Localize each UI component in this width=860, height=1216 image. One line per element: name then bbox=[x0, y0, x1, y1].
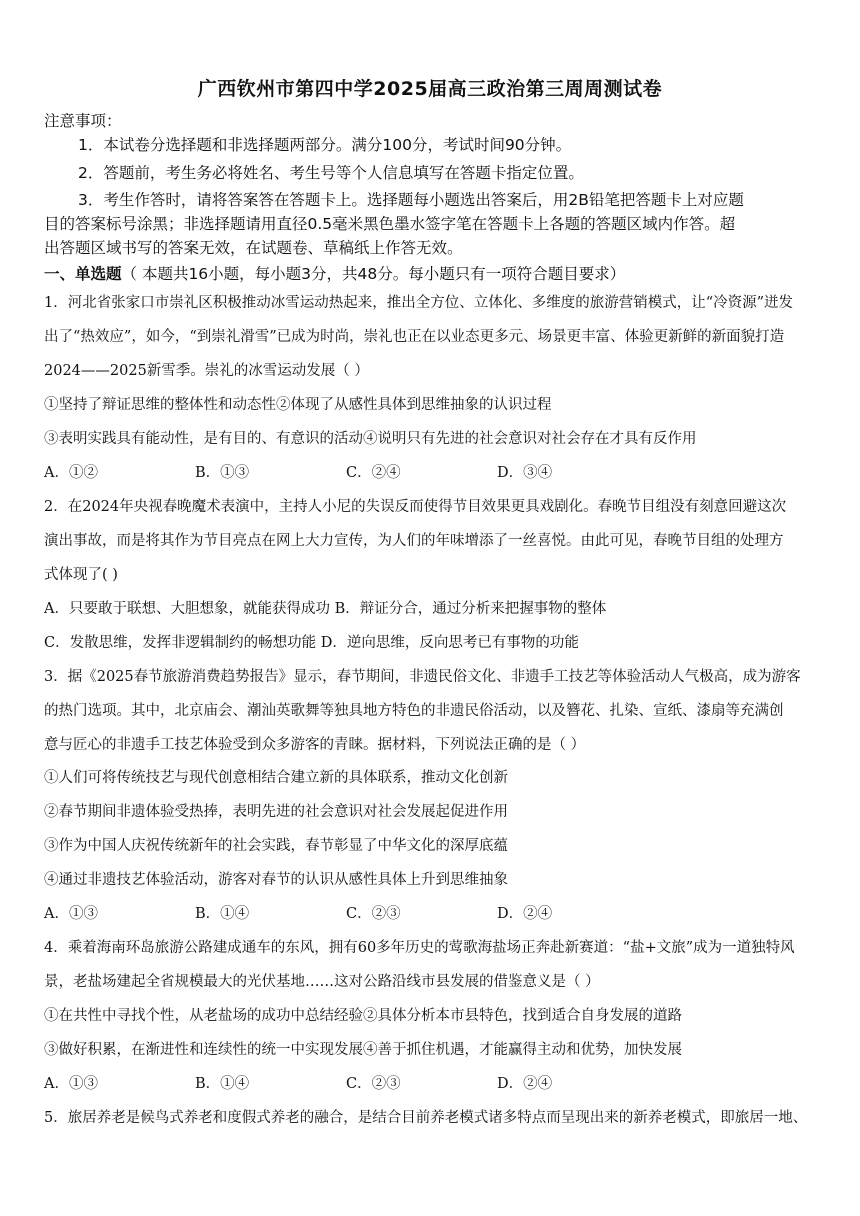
notice-item-1: 1．本试卷分选择题和非选择题两部分。满分100分，考试时间90分钟。 bbox=[78, 136, 572, 154]
q3-stem-line-3: 意与匠心的非遗手工技艺体验受到众多游客的青睐。据材料，下列说法正确的是（ ） bbox=[44, 737, 586, 753]
q4-option-b: B．①④ bbox=[195, 1076, 250, 1092]
q1-stem-line-1: 1．河北省张家口市崇礼区积极推动冰雪运动热起来，推出全方位、立体化、多维度的旅游营销模式，让“冷资源”迸发 bbox=[44, 295, 794, 311]
q3-stem-line-2: 的热门选项。其中，北京庙会、潮汕英歌舞等独具地方特色的非遗民俗活动，以及簪花、扎染、宣纸、漆扇等充满创 bbox=[44, 703, 784, 719]
section-heading bbox=[44, 262, 625, 284]
section-label: 一、单选题 bbox=[44, 265, 122, 283]
q3-stem-line-1: 3．据《2025春节旅游消费趋势报告》显示，春节期间，非遗民俗文化、非遗手工技艺等体验活动人气极高，成为游客 bbox=[44, 669, 801, 685]
q1-statements-1: ①坚持了辩证思维的整体性和动态性②体现了从感性具体到思维抽象的认识过程 bbox=[44, 397, 552, 413]
q3-options bbox=[44, 902, 648, 923]
q2-options-2: C．发散思维，发挥非逻辑制约的畅想功能 D．逆向思维，反向思考已有事物的功能 bbox=[44, 635, 579, 651]
q4-stem-line-1: 4．乘着海南环岛旅游公路建成通车的东风，拥有60多年历史的莺歌海盐场正奔赴新赛道：“盐+文旅”成为一道独特风 bbox=[44, 940, 795, 956]
notice-item-3-cont2: 出答题区域书写的答案无效，在试题卷、草稿纸上作答无效。 bbox=[44, 239, 463, 257]
q4-statements-2: ③做好积累，在渐进性和连续性的统一中实现发展④善于抓住机遇，才能赢得主动和优势，加快发展 bbox=[44, 1042, 682, 1058]
q4-option-a: A．①③ bbox=[44, 1076, 98, 1092]
q3-statement-3: ③作为中国人庆祝传统新年的社会实践，春节彰显了中华文化的深厚底蕴 bbox=[44, 838, 508, 854]
q4-statements-1: ①在共性中寻找个性，从老盐场的成功中总结经验②具体分析本市县特色，找到适合自身发展的道路 bbox=[44, 1008, 682, 1024]
notice-item-3: 3．考生作答时，请将答案答在答题卡上。选择题每小题选出答案后，用2B铅笔把答题卡上对应题 bbox=[78, 191, 744, 209]
q1-statements-2: ③表明实践具有能动性，是有目的、有意识的活动④说明只有先进的社会意识对社会存在才具有反作用 bbox=[44, 431, 697, 447]
q1-stem-line-3: 2024——2025新雪季。崇礼的冰雪运动发展（ ） bbox=[44, 363, 369, 379]
q4-stem-line-2: 景，老盐场建起全省规模最大的光伏基地……这对公路沿线市县发展的借鉴意义是（ ） bbox=[44, 974, 600, 990]
q1-option-a: A．①② bbox=[44, 465, 98, 481]
q3-statement-1: ①人们可将传统技艺与现代创意相结合建立新的具体联系，推动文化创新 bbox=[44, 770, 508, 786]
q1-option-c: C．②④ bbox=[346, 465, 401, 481]
section-desc: （ 本题共16小题，每小题3分，共48分。每小题只有一项符合题目要求） bbox=[121, 265, 626, 283]
notice-item-2: 2．答题前，考生务必将姓名、考生号等个人信息填写在答题卡指定位置。 bbox=[78, 164, 584, 182]
q1-option-b: B．①③ bbox=[195, 465, 250, 481]
q3-option-d: D．②④ bbox=[497, 906, 553, 922]
q1-options bbox=[44, 461, 648, 482]
notice-heading: 注意事项： bbox=[44, 112, 122, 130]
q5-stem-line-1: 5．旅居养老是候鸟式养老和度假式养老的融合，是结合目前养老模式诸多特点而呈现出来的新养老模式，即旅居一地、 bbox=[44, 1110, 808, 1126]
q4-options bbox=[44, 1072, 648, 1093]
q1-option-d: D．③④ bbox=[497, 465, 553, 481]
q2-options-1: A．只要敢于联想、大胆想象，就能获得成功 B．辩证分合，通过分析来把握事物的整体 bbox=[44, 601, 607, 617]
q3-statement-2: ②春节期间非遗体验受热捧，表明先进的社会意识对社会发展起促进作用 bbox=[44, 804, 508, 820]
q3-option-c: C．②③ bbox=[346, 906, 401, 922]
q1-stem-line-2: 出了“热效应”，如今，“到崇礼滑雪”已成为时尚，崇礼也正在以业态更多元、场景更丰富、体验更新鲜的新面貌打造 bbox=[44, 329, 785, 345]
q3-option-a: A．①③ bbox=[44, 906, 98, 922]
q3-statement-4: ④通过非遗技艺体验活动，游客对春节的认识从感性具体上升到思维抽象 bbox=[44, 872, 508, 888]
q4-option-d: D．②④ bbox=[497, 1076, 553, 1092]
exam-title: 广西钦州市第四中学2025届高三政治第三周周测试卷 bbox=[197, 78, 663, 100]
q2-stem-line-1: 2．在2024年央视春晚魔术表演中，主持人小尼的失误反而使得节目效果更具戏剧化。春晚节目组没有刻意回避这次 bbox=[44, 499, 787, 515]
q3-option-b: B．①④ bbox=[195, 906, 250, 922]
notice-item-3-cont: 目的答案标号涂黑；非选择题请用直径0.5毫米黑色墨水签字笔在答题卡上各题的答题区域内作答。超 bbox=[44, 215, 736, 233]
q4-option-c: C．②③ bbox=[346, 1076, 401, 1092]
q2-stem-line-3: 式体现了( ) bbox=[44, 567, 118, 583]
q2-stem-line-2: 演出事故，而是将其作为节目亮点在网上大力宣传，为人们的年味增添了一丝喜悦。由此可见，春晚节目组的处理方 bbox=[44, 533, 784, 549]
